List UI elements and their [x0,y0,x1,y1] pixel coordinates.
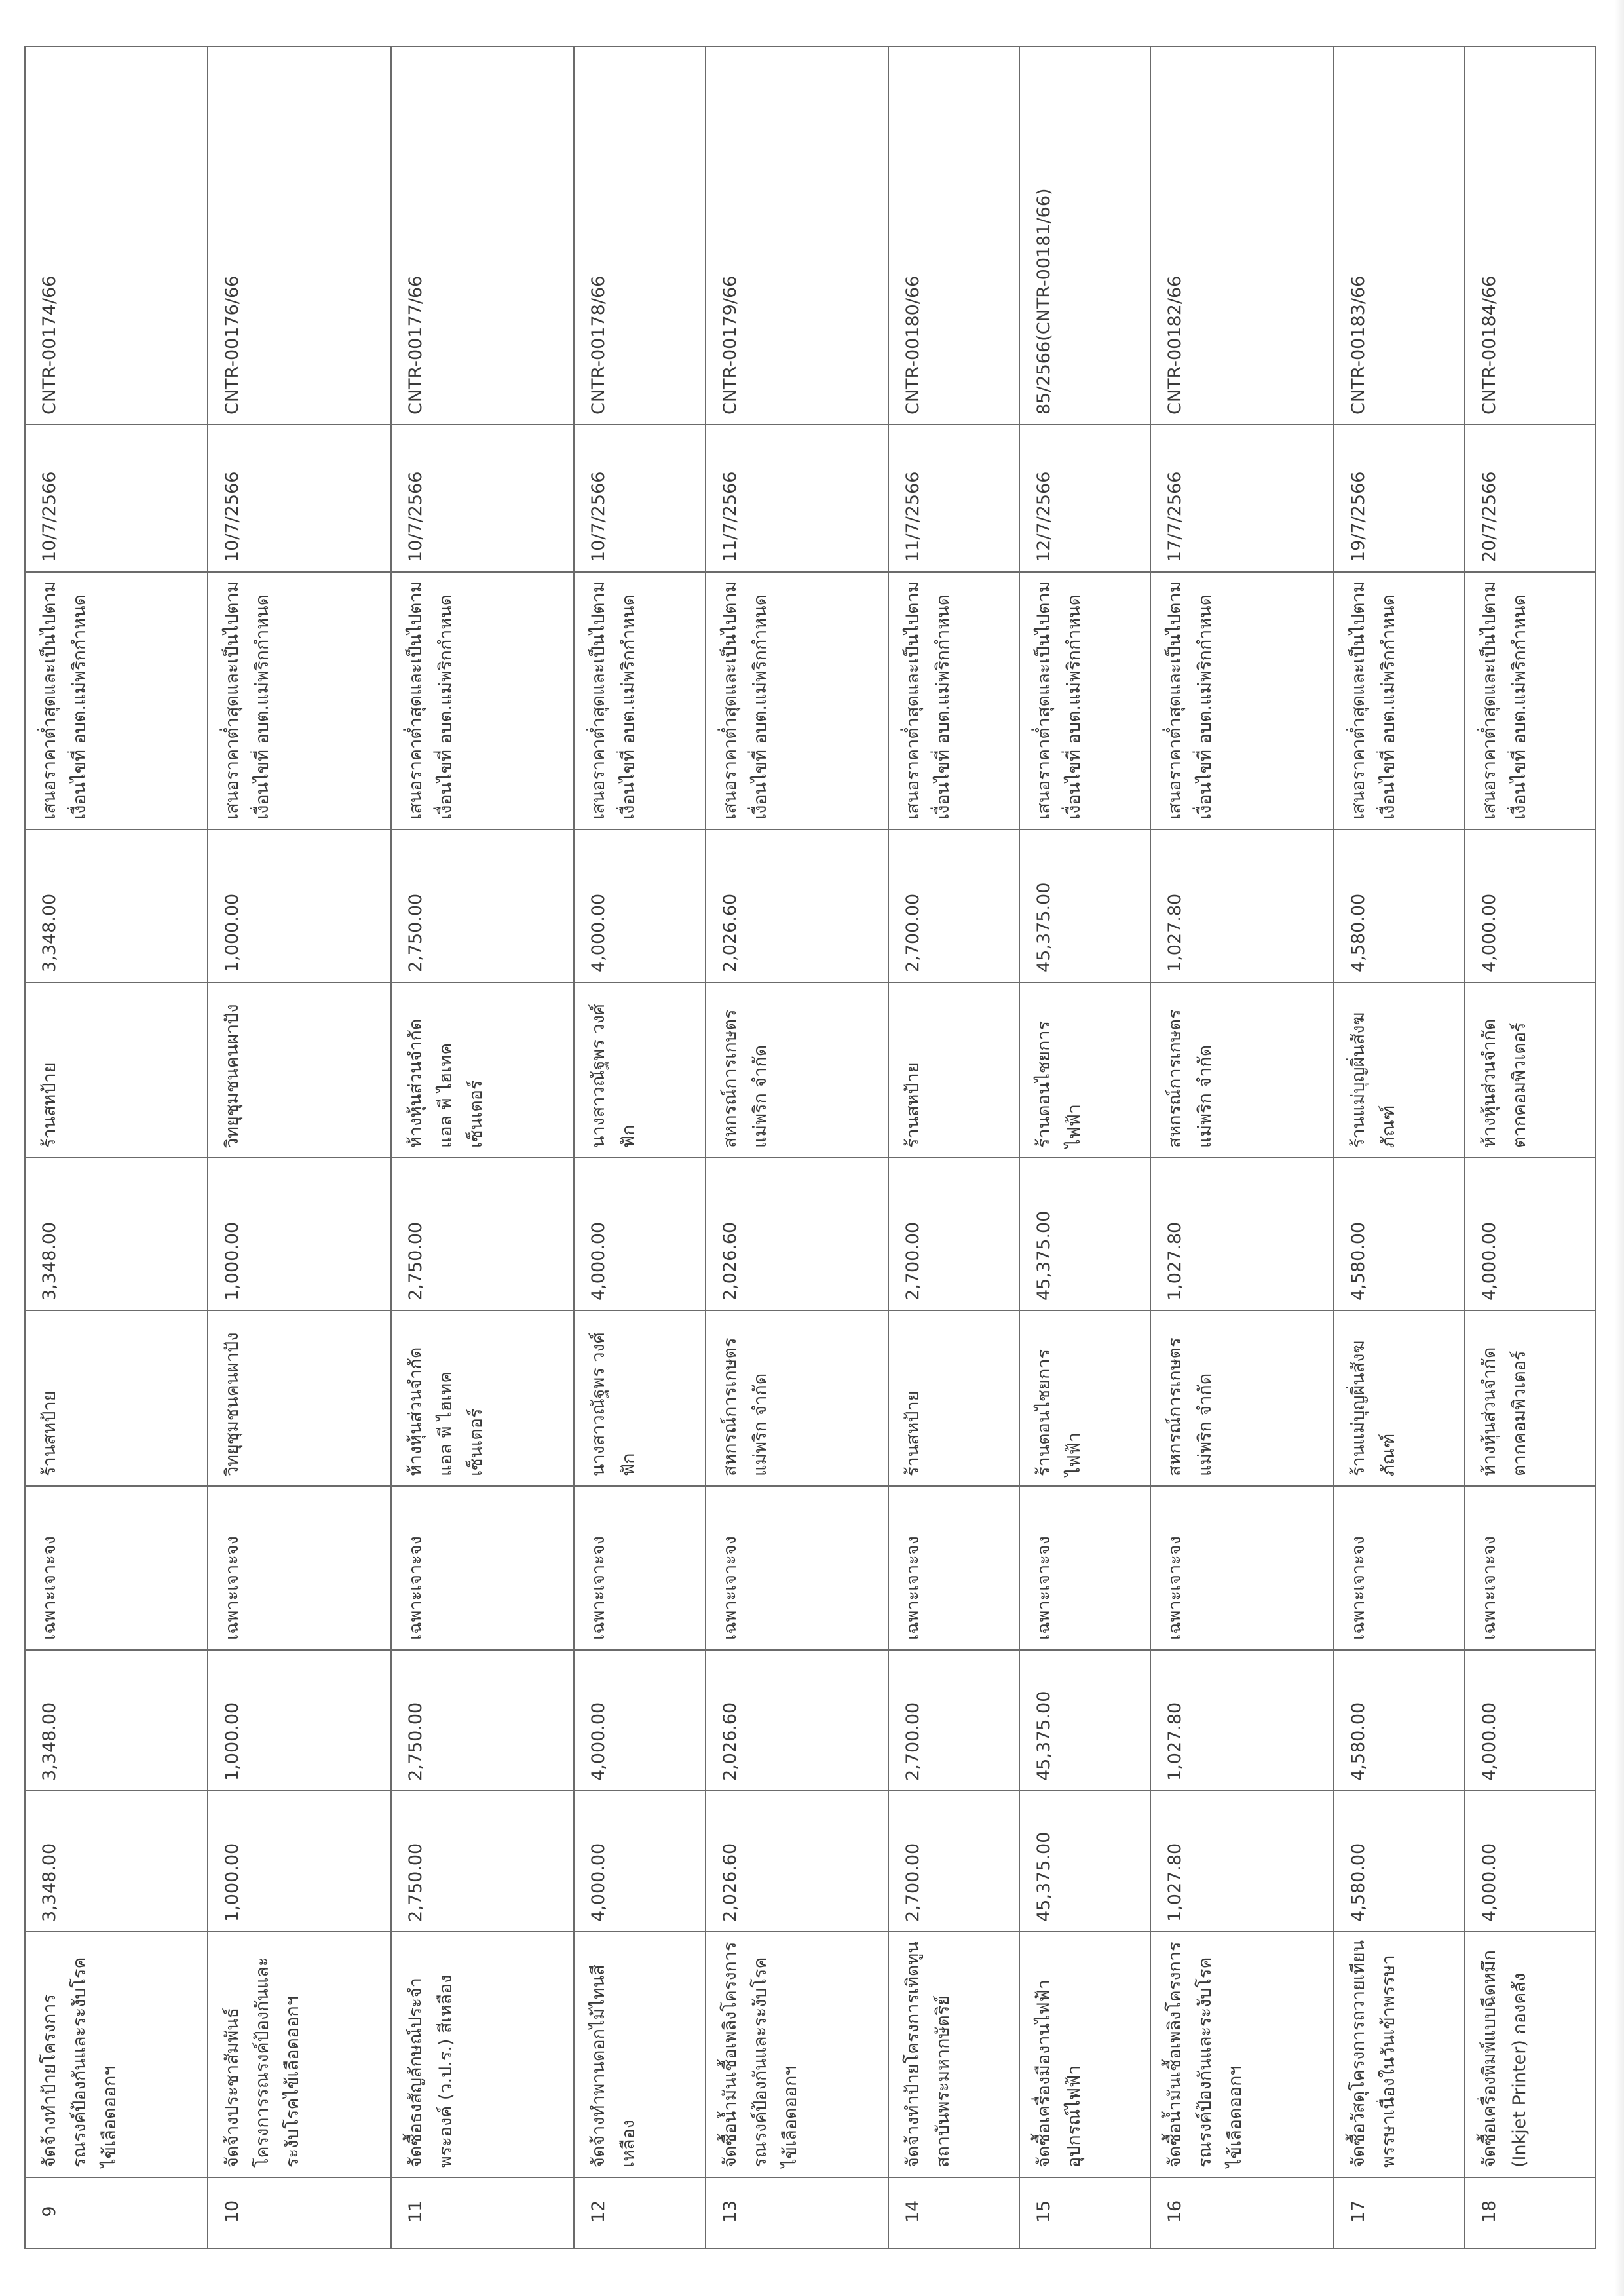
budget-amount-cell: 2,026.60 [706,1791,888,1932]
winner-name-cell: วิทยุชุมชนคนผาปัง [208,982,390,1158]
table-row [1465,47,1596,2248]
winner-name-cell: ร้านสหป้าย [888,982,1019,1158]
budget-amount-cell: 1,027.80 [1150,1791,1333,1932]
bidder-name-cell: ห้างหุ้นส่วนจำกัด แอล พี ไฮเทค เซ็นเตอร์ [391,1311,574,1486]
item-description-cell: จัดซื้อวัสดุโครงการถวายเทียนพรรษาเนื่องในวันเข้าพรรษา [1334,1932,1465,2177]
bidder-name-cell: ร้านสหป้าย [25,1311,208,1486]
bidder-name-cell: ห้างหุ้นส่วนจำกัด ตากคอมพิวเตอร์ [1465,1311,1596,1486]
contract-date-cell: 10/7/2566 [574,425,705,572]
contract-price-cell: 4,000.00 [574,830,705,982]
contract-number-cell: CNTR-00180/66 [888,47,1019,425]
item-description-cell: จัดซื้อน้ำมันเชื้อเพลิงโครงการรณรงค์ป้องกันและระงับโรคไข้เลือดออกฯ [706,1932,888,2177]
procurement-method-cell: เฉพาะเจาะจง [1334,1486,1465,1650]
procurement-method-cell: เฉพาะเจาะจง [391,1486,574,1650]
median-price-cell: 3,348.00 [25,1650,208,1791]
item-description-cell: จัดจ้างทำป้ายโครงการรณรงค์ป้องกันและระงับโรคไข้เลือดออกฯ [25,1932,208,2177]
bidder-name-cell: วิทยุชุมชนคนผาปัง [208,1311,390,1486]
bid-price-cell: 4,000.00 [1465,1158,1596,1311]
table-row [1334,47,1465,2248]
selection-reason-cell: เสนอราคาต่ำสุดและเป็นไปตามเงื่อนไขที่ อบต.แม่พริกกำหนด [25,572,208,830]
winner-name-cell: ร้านดอนไชยการไฟฟ้า [1019,982,1150,1158]
contract-date-cell: 10/7/2566 [391,425,574,572]
selection-reason-cell: เสนอราคาต่ำสุดและเป็นไปตามเงื่อนไขที่ อบต.แม่พริกกำหนด [888,572,1019,830]
median-price-cell: 2,700.00 [888,1650,1019,1791]
contract-price-cell: 1,000.00 [208,830,390,982]
procurement-table-rotated [24,47,1596,2249]
table-row [1150,47,1333,2248]
bidder-name-cell: ร้านแม่บุญผิ่นสังฆภัณฑ์ [1334,1311,1465,1486]
winner-name-cell: นางสาวณัฐพร วงศ์ฟัก [574,982,705,1158]
budget-amount-cell: 4,580.00 [1334,1791,1465,1932]
selection-reason-cell: เสนอราคาต่ำสุดและเป็นไปตามเงื่อนไขที่ อบต.แม่พริกกำหนด [574,572,705,830]
contract-price-cell: 4,580.00 [1334,830,1465,982]
contract-date-cell: 12/7/2566 [1019,425,1150,572]
budget-amount-cell: 1,000.00 [208,1791,390,1932]
item-description-cell: จัดซื้อเครื่องพิมพ์แบบฉีดหมึก (Inkjet Printer) กองคลัง [1465,1932,1596,2177]
contract-date-cell: 17/7/2566 [1150,425,1333,572]
contract-price-cell: 1,027.80 [1150,830,1333,982]
winner-name-cell: สหกรณ์การเกษตรแม่พริก จำกัด [706,982,888,1158]
contract-date-cell: 10/7/2566 [208,425,390,572]
procurement-method-cell: เฉพาะเจาะจง [1019,1486,1150,1650]
row-number-cell: 9 [25,2177,208,2248]
contract-price-cell: 2,700.00 [888,830,1019,982]
median-price-cell: 4,580.00 [1334,1650,1465,1791]
contract-date-cell: 11/7/2566 [888,425,1019,572]
selection-reason-cell: เสนอราคาต่ำสุดและเป็นไปตามเงื่อนไขที่ อบต.แม่พริกกำหนด [1334,572,1465,830]
bid-price-cell: 2,700.00 [888,1158,1019,1311]
contract-number-cell: CNTR-00176/66 [208,47,390,425]
contract-price-cell: 45,375.00 [1019,830,1150,982]
contract-number-cell: CNTR-00182/66 [1150,47,1333,425]
contract-price-cell: 2,750.00 [391,830,574,982]
contract-price-cell: 3,348.00 [25,830,208,982]
row-number-cell: 13 [706,2177,888,2248]
contract-number-cell: CNTR-00178/66 [574,47,705,425]
budget-amount-cell: 4,000.00 [574,1791,705,1932]
selection-reason-cell: เสนอราคาต่ำสุดและเป็นไปตามเงื่อนไขที่ อบต.แม่พริกกำหนด [1019,572,1150,830]
budget-amount-cell: 4,000.00 [1465,1791,1596,1932]
contract-date-cell: 20/7/2566 [1465,425,1596,572]
table-row [706,47,888,2248]
row-number-cell: 12 [574,2177,705,2248]
row-number-cell: 11 [391,2177,574,2248]
bidder-name-cell: นางสาวณัฐพร วงศ์ฟัก [574,1311,705,1486]
table-body [25,47,1596,2248]
table-row [574,47,705,2248]
contract-number-cell: CNTR-00177/66 [391,47,574,425]
table-row [208,47,390,2248]
winner-name-cell: ร้านสหป้าย [25,982,208,1158]
contract-price-cell: 2,026.60 [706,830,888,982]
contract-number-cell: CNTR-00174/66 [25,47,208,425]
procurement-method-cell: เฉพาะเจาะจง [574,1486,705,1650]
contract-number-cell: CNTR-00184/66 [1465,47,1596,425]
table-row [1019,47,1150,2248]
contract-number-cell: CNTR-00179/66 [706,47,888,425]
median-price-cell: 45,375.00 [1019,1650,1150,1791]
row-number-cell: 16 [1150,2177,1333,2248]
median-price-cell: 4,000.00 [1465,1650,1596,1791]
row-number-cell: 17 [1334,2177,1465,2248]
selection-reason-cell: เสนอราคาต่ำสุดและเป็นไปตามเงื่อนไขที่ อบต.แม่พริกกำหนด [1150,572,1333,830]
median-price-cell: 2,750.00 [391,1650,574,1791]
median-price-cell: 1,000.00 [208,1650,390,1791]
procurement-method-cell: เฉพาะเจาะจง [888,1486,1019,1650]
contract-price-cell: 4,000.00 [1465,830,1596,982]
selection-reason-cell: เสนอราคาต่ำสุดและเป็นไปตามเงื่อนไขที่ อบต.แม่พริกกำหนด [706,572,888,830]
selection-reason-cell: เสนอราคาต่ำสุดและเป็นไปตามเงื่อนไขที่ อบต.แม่พริกกำหนด [391,572,574,830]
median-price-cell: 4,000.00 [574,1650,705,1791]
item-description-cell: จัดซื้อเครื่องมืองานไฟฟ้า อุปกรณ์ไฟฟ้า [1019,1932,1150,2177]
bid-price-cell: 2,026.60 [706,1158,888,1311]
procurement-table [24,46,1596,2249]
item-description-cell: จัดซื้อธงสัญลักษณ์ประจำพระองค์ (ว.ป.ร.) สีเหลือง [391,1932,574,2177]
bid-price-cell: 4,000.00 [574,1158,705,1311]
scan-edge-shadow [1615,0,1624,2296]
bid-price-cell: 1,000.00 [208,1158,390,1311]
procurement-method-cell: เฉพาะเจาะจง [25,1486,208,1650]
contract-date-cell: 19/7/2566 [1334,425,1465,572]
median-price-cell: 1,027.80 [1150,1650,1333,1791]
bid-price-cell: 1,027.80 [1150,1158,1333,1311]
budget-amount-cell: 2,750.00 [391,1791,574,1932]
bidder-name-cell: ร้านสหป้าย [888,1311,1019,1486]
selection-reason-cell: เสนอราคาต่ำสุดและเป็นไปตามเงื่อนไขที่ อบต.แม่พริกกำหนด [208,572,390,830]
procurement-method-cell: เฉพาะเจาะจง [1465,1486,1596,1650]
item-description-cell: จัดจ้างทำพานดอกไม้ไทนสีเหลือง [574,1932,705,2177]
budget-amount-cell: 3,348.00 [25,1791,208,1932]
contract-number-cell: 85/2566(CNTR-00181/66) [1019,47,1150,425]
bidder-name-cell: ร้านตอนไชยการไฟฟ้า [1019,1311,1150,1486]
contract-date-cell: 10/7/2566 [25,425,208,572]
table-row [25,47,208,2248]
contract-date-cell: 11/7/2566 [706,425,888,572]
winner-name-cell: ห้างหุ้นส่วนจำกัด ตากคอมพิวเตอร์ [1465,982,1596,1158]
bid-price-cell: 3,348.00 [25,1158,208,1311]
row-number-cell: 10 [208,2177,390,2248]
winner-name-cell: ห้างหุ้นส่วนจำกัด แอล พี ไฮเทค เซ็นเตอร์ [391,982,574,1158]
item-description-cell: จัดซื้อน้ำมันเชื้อเพลิงโครงการรณรงค์ป้องกันและระงับโรคไข้เลือดออกฯ [1150,1932,1333,2177]
budget-amount-cell: 45,375.00 [1019,1791,1150,1932]
winner-name-cell: ร้านแม่บุญผิ่นสังฆภัณฑ์ [1334,982,1465,1158]
procurement-method-cell: เฉพาะเจาะจง [1150,1486,1333,1650]
median-price-cell: 2,026.60 [706,1650,888,1791]
row-number-cell: 15 [1019,2177,1150,2248]
procurement-method-cell: เฉพาะเจาะจง [706,1486,888,1650]
table-row [391,47,574,2248]
bidder-name-cell: สหกรณ์การเกษตรแม่พริก จำกัด [1150,1311,1333,1486]
bidder-name-cell: สหกรณ์การเกษตรแม่พริก จำกัด [706,1311,888,1486]
selection-reason-cell: เสนอราคาต่ำสุดและเป็นไปตามเงื่อนไขที่ อบต.แม่พริกกำหนด [1465,572,1596,830]
item-description-cell: จัดจ้างทำป้ายโครงการเทิดทูนสถาบันพระมหากษัตริย์ [888,1932,1019,2177]
bid-price-cell: 2,750.00 [391,1158,574,1311]
bid-price-cell: 4,580.00 [1334,1158,1465,1311]
budget-amount-cell: 2,700.00 [888,1791,1019,1932]
row-number-cell: 18 [1465,2177,1596,2248]
procurement-method-cell: เฉพาะเจาะจง [208,1486,390,1650]
table-row [888,47,1019,2248]
bid-price-cell: 45,375.00 [1019,1158,1150,1311]
item-description-cell: จัดจ้างประชาสัมพันธ์โครงการรณรงค์ป้องกันและระงับโรคไข้เลือดออกฯ [208,1932,390,2177]
row-number-cell: 14 [888,2177,1019,2248]
contract-number-cell: CNTR-00183/66 [1334,47,1465,425]
winner-name-cell: สหกรณ์การเกษตรแม่พริก จำกัด [1150,982,1333,1158]
